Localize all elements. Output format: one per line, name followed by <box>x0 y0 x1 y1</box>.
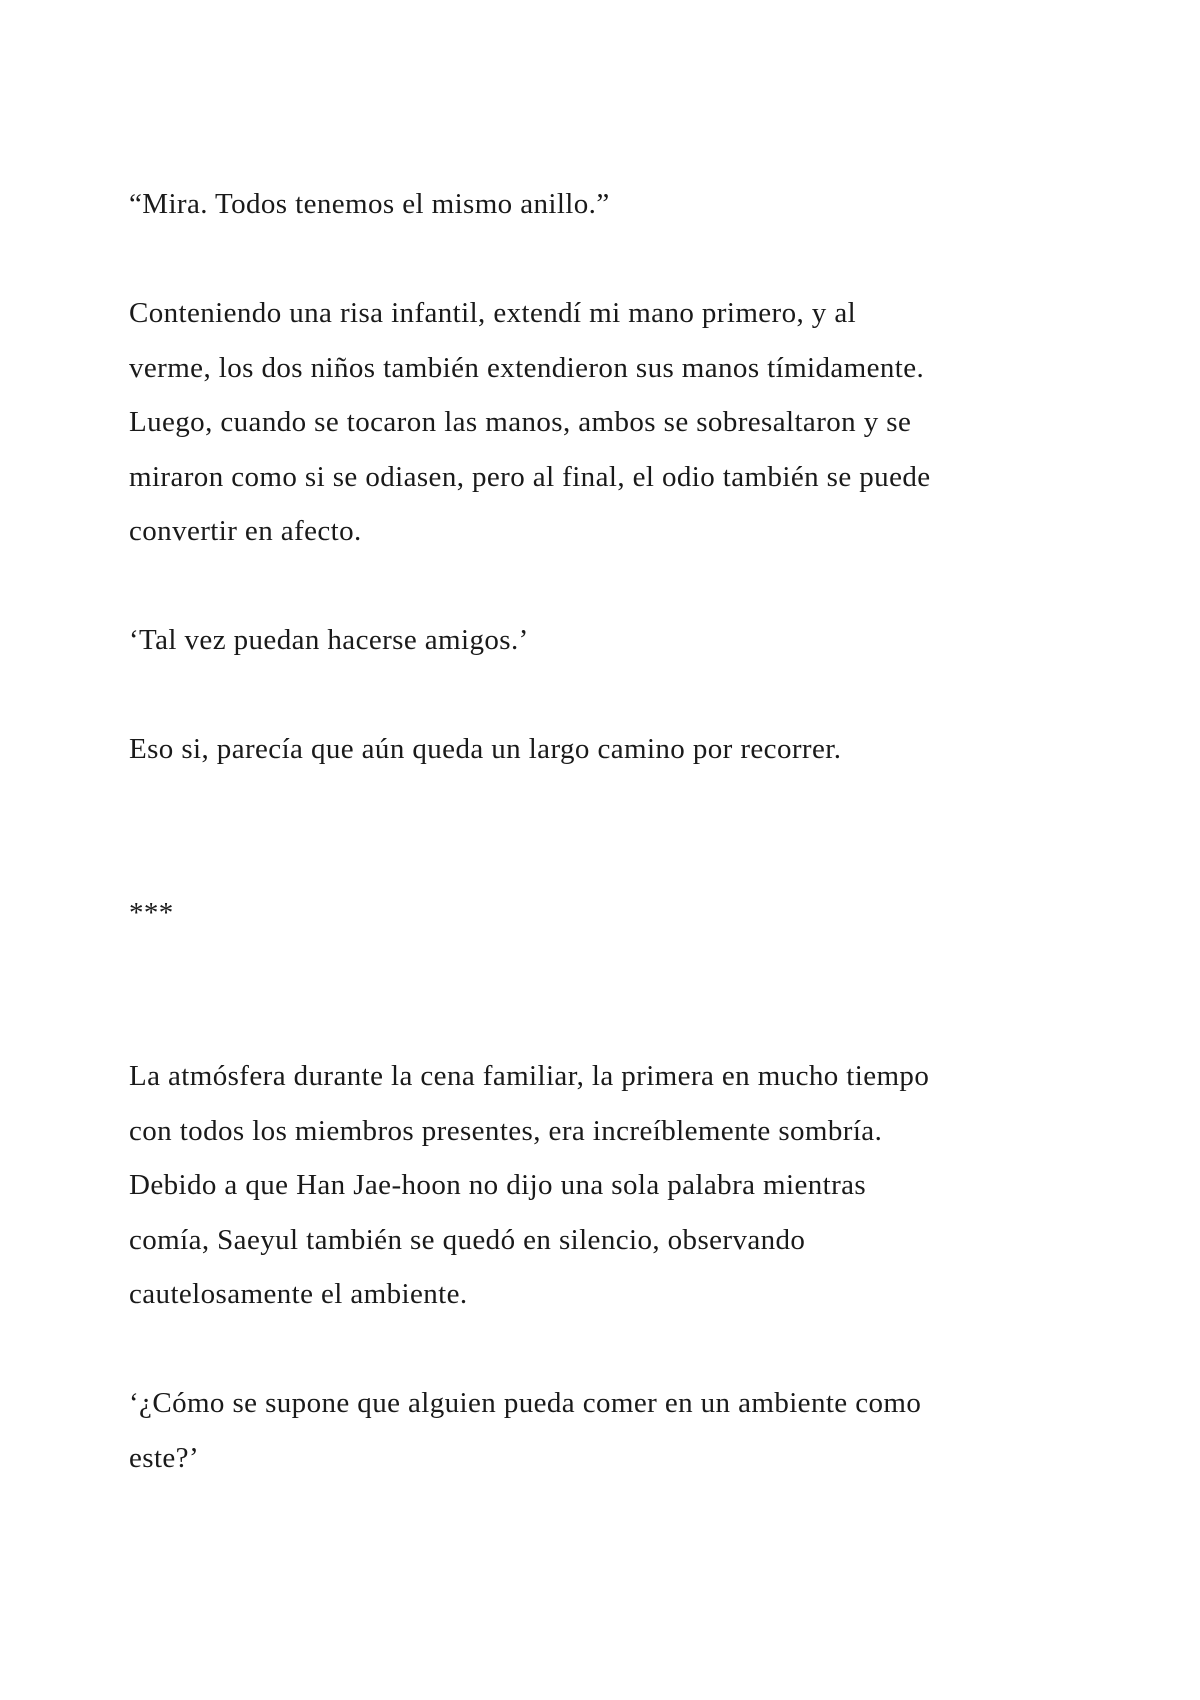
text-line: este?’ <box>129 1441 200 1474</box>
paragraph-long-road <box>129 722 1129 777</box>
text-line: Debido a que Han Jae-hoon no dijo una sola palabra mientras <box>129 1169 867 1201</box>
text-line: cautelosamente el ambiente. <box>129 1278 468 1310</box>
text-line: “Mira. Todos tenemos el mismo anillo.” <box>129 188 610 220</box>
text-line: Eso si, parecía que aún queda un largo camino por recorrer. <box>129 733 842 765</box>
text-line: comía, Saeyul también se quedó en silencio, observando <box>129 1223 806 1256</box>
text-line: Conteniendo una risa infantil, extendí mi mano primero, y al <box>129 297 857 329</box>
paragraph-spacer <box>129 559 1129 614</box>
paragraph-spacer <box>129 777 1129 832</box>
text-line: ‘Tal vez puedan hacerse amigos.’ <box>129 624 529 656</box>
paragraph-spacer <box>129 940 1129 995</box>
scene-break-asterisks: *** <box>129 896 174 929</box>
text-line: La atmósfera durante la cena familiar, la primera en mucho tiempo <box>129 1060 930 1092</box>
document-page <box>129 177 1129 1485</box>
paragraph-spacer <box>129 232 1129 287</box>
paragraph-spacer <box>129 995 1129 1050</box>
paragraph-hands <box>129 286 1129 559</box>
text-line: ‘¿Cómo se supone que alguien pueda comer en un ambiente como <box>129 1387 922 1419</box>
paragraph-spacer <box>129 831 1129 886</box>
paragraph-spacer <box>129 668 1129 723</box>
paragraph-thought-eat <box>129 1376 1129 1485</box>
text-line: Luego, cuando se tocaron las manos, ambos se sobresaltaron y se <box>129 406 912 438</box>
paragraph-dinner <box>129 1049 1129 1322</box>
text-line: miraron como si se odiasen, pero al final, el odio también se puede <box>129 460 931 493</box>
text-line: verme, los dos niños también extendieron sus manos tímidamente. <box>129 351 925 384</box>
paragraph-thought-friends <box>129 613 1129 668</box>
paragraph-spacer <box>129 1322 1129 1377</box>
scene-break <box>129 886 1129 941</box>
text-line: con todos los miembros presentes, era increíblemente sombría. <box>129 1114 883 1147</box>
paragraph-dialogue-ring <box>129 177 1129 232</box>
text-line: convertir en afecto. <box>129 515 362 547</box>
